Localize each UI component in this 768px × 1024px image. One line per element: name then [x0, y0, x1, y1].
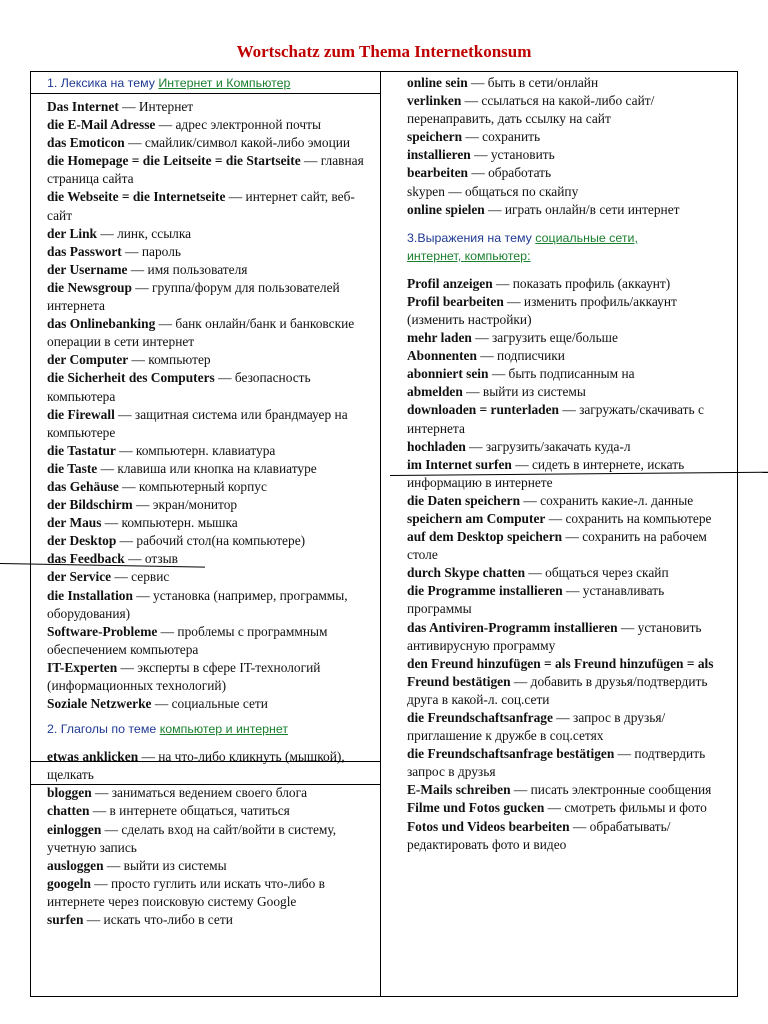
vocab-translation: — сделать вход на сайт/войти в систему, учетную запись: [47, 821, 337, 855]
vocab-term: abmelden: [407, 384, 463, 400]
vocab-term: downloaden = runterladen: [407, 402, 559, 418]
vocab-term: online spielen: [407, 201, 485, 217]
section-1-label: 1. Лексика на тему: [47, 76, 159, 90]
vocab-entry: [47, 116, 377, 134]
vocab-term: die Sicherheit des Computers: [47, 370, 215, 386]
vocab-translation: — линк, ссылка: [97, 225, 192, 241]
vocab-entry: [47, 821, 377, 857]
vocab-entry: [407, 781, 727, 799]
vocab-term: hochladen: [407, 438, 466, 454]
vocab-translation: — рабочий стол(на компьютере): [116, 533, 306, 549]
vocab-term: das Antiviren-Programm installieren: [407, 619, 618, 635]
vocab-translation: — в интернете общаться, чатиться: [89, 803, 290, 819]
vocab-entry: [47, 369, 377, 405]
vocab-term: E-Mails schreiben: [407, 782, 511, 798]
vocab-translation: — смотреть фильмы и фото: [544, 800, 707, 816]
vocab-term: der Computer: [47, 352, 129, 368]
frame-left: [30, 71, 31, 997]
vocab-term: das Feedback: [47, 551, 125, 567]
vocab-term: der Bildschirm: [47, 497, 133, 513]
vocab-translation: — банк онлайн/банк и банковские операции в сети интернет: [47, 316, 355, 350]
vocab-translation: — безопасность компьютера: [47, 370, 311, 404]
vocab-term: durch Skype chatten: [407, 565, 526, 581]
vocab-translation: — проблемы с программным обеспечением компьютера: [47, 623, 328, 657]
section-3-link-line2[interactable]: интернет, компьютер:: [407, 248, 531, 263]
section-2-link[interactable]: компьютер и интернет: [159, 722, 289, 737]
vocab-translation: — просто гуглить или искать что-либо в интернете через поисковую систему Google: [47, 875, 325, 909]
vocab-term: bloggen: [47, 785, 92, 801]
vocab-term: Soziale Netzwerke: [47, 696, 152, 712]
left-column: [47, 74, 377, 929]
vocab-term: der Link: [47, 225, 97, 241]
vocab-term: die Firewall: [47, 406, 115, 422]
vocab-translation: — пароль: [121, 243, 181, 259]
vocab-term: die Taste: [47, 460, 98, 476]
vocab-term: Profil anzeigen: [407, 275, 493, 291]
vocab-term: verlinken: [407, 93, 462, 109]
vocab-term: etwas anklicken: [47, 749, 139, 765]
vocab-translation: — сидеть в интернете, искать информацию в интернете: [407, 456, 685, 490]
vocab-term: Abonnenten: [407, 348, 477, 364]
vocab-translation: — обрабатывать/редактировать фото и видео: [407, 818, 671, 852]
vocab-term: surfen: [47, 912, 84, 928]
vocab-translation: — сохранить на компьютере: [545, 510, 712, 526]
vocab-term: den Freund hinzufügen = als Freund hinzufügen = als Freund bestätigen: [407, 655, 714, 689]
vocab-entry: [407, 164, 727, 182]
vocab-term: der Desktop: [47, 533, 117, 549]
section-3-link[interactable]: социальные сети,: [535, 230, 638, 245]
vocab-term: der Maus: [47, 515, 102, 531]
vocab-translation: — главная страница сайта: [47, 153, 364, 187]
vocab-term: das Onlinebanking: [47, 316, 156, 332]
vocab-term: ausloggen: [47, 857, 104, 873]
vocab-term: im Internet surfen: [407, 456, 512, 472]
vocab-entry: [407, 201, 727, 219]
vocab-translation: — загрузить/закачать куда-л: [465, 438, 631, 454]
vocab-entry: [47, 478, 377, 496]
frame-top-right: [380, 71, 738, 72]
vocab-entry: [47, 857, 377, 875]
vocab-term: der Username: [47, 261, 128, 277]
section-1-list: [47, 98, 377, 713]
vocab-term: chatten: [47, 803, 90, 819]
vocab-entry: [47, 911, 377, 929]
vocab-entry: [407, 383, 727, 401]
vocab-translation: — компьютерный корпус: [118, 478, 267, 494]
vocab-term: Profil bearbeiten: [407, 293, 504, 309]
vocab-entry: [407, 293, 727, 329]
vocab-entry: [407, 709, 727, 745]
vocab-entry: [407, 92, 727, 128]
vocab-entry: [407, 146, 727, 164]
vocab-translation: — писать электронные сообщения: [510, 782, 712, 798]
vocab-translation: — смайлик/символ какой-либо эмоции: [124, 135, 351, 151]
vocab-term: der Service: [47, 569, 112, 585]
vocab-translation: — интернет сайт, веб-сайт: [47, 189, 355, 223]
vocab-translation: — социальные сети: [151, 696, 268, 712]
vocab-translation: — клавиша или кнопка на клавиатуре: [97, 460, 317, 476]
vocab-translation: — быть в сети/онлайн: [467, 75, 599, 90]
vocab-entry: [47, 532, 377, 550]
section-3-list: [407, 275, 727, 854]
vocab-translation: — установить: [470, 147, 555, 163]
vocab-translation: — адрес электронной почты: [155, 117, 321, 133]
vocab-term: einloggen: [47, 821, 102, 837]
vocab-term: das Emoticon: [47, 135, 125, 151]
vocab-term: die Freundschaftsanfrage bestätigen: [407, 746, 615, 762]
vocab-term: Filme und Fotos gucken: [407, 800, 545, 816]
vocab-translation: — выйти из системы: [103, 857, 227, 873]
vocab-translation: — выйти из системы: [462, 384, 586, 400]
vocab-translation: — сохранить какие-л. данные: [520, 492, 694, 508]
section-1-link[interactable]: Интернет и Компьютер: [158, 76, 291, 90]
vocab-translation: — экран/монитор: [132, 497, 238, 513]
vocab-entry: [47, 406, 377, 442]
vocab-translation: — Интернет: [118, 99, 194, 114]
vocab-translation: — заниматься ведением своего блога: [91, 785, 308, 801]
vocab-translation: — играть онлайн/в сети интернет: [484, 201, 680, 217]
vocab-translation: — показать профиль (аккаунт): [492, 275, 671, 291]
vocab-entry: [47, 659, 377, 695]
vocab-entry: [47, 496, 377, 514]
vocab-entry: [407, 329, 727, 347]
vocab-translation: — подписчики: [476, 348, 565, 364]
vocab-entry: [47, 351, 377, 369]
verbs-list-continued: [407, 74, 727, 219]
vocab-term: die Freundschaftsanfrage: [407, 710, 553, 725]
vocab-entry: [47, 550, 377, 568]
vocab-entry: [47, 695, 377, 713]
vocab-entry: [47, 587, 377, 623]
vocab-term: die Daten speichern: [407, 492, 521, 508]
vocab-term: speichern am Computer: [407, 510, 546, 526]
vocab-term: IT-Experten: [47, 659, 118, 675]
vocab-translation: — установить антивирусную программу: [407, 619, 702, 653]
vocab-entry: [407, 275, 727, 293]
vocab-entry: [47, 514, 377, 532]
vocab-entry: [47, 623, 377, 659]
vocab-term: Software-Probleme: [47, 623, 158, 639]
vocab-translation: — защитная система или брандмауер на компьютере: [47, 406, 348, 440]
vocab-entry: [407, 655, 727, 709]
vocab-term: die Programme installieren: [407, 583, 563, 599]
vocab-term: die Installation: [47, 587, 133, 603]
vocab-term: die E-Mail Adresse: [47, 117, 156, 133]
vocab-term: das Passwort: [47, 243, 122, 259]
vocab-translation: — установка (например, программы, оборудования): [47, 587, 348, 621]
vocab-translation: — эксперты в сфере IT-технологий (информационных технологий): [47, 659, 321, 693]
frame-top-left: [30, 71, 380, 72]
frame-bottom: [30, 996, 738, 997]
vocab-translation: — быть подписанным на: [488, 366, 635, 382]
vocab-entry: [407, 582, 727, 618]
section-1-header: [47, 74, 377, 92]
vocab-entry: [407, 745, 727, 781]
vocab-entry: [47, 748, 377, 784]
vocab-entry: [47, 152, 377, 188]
vocab-term: auf dem Desktop speichern: [407, 529, 563, 545]
vocab-entry: [47, 442, 377, 460]
vocab-entry: [407, 564, 727, 582]
vocab-entry: [407, 347, 727, 365]
vocab-term: die Newsgroup: [47, 279, 132, 295]
vocab-translation: — компьютерн. мышка: [101, 515, 238, 531]
vocab-entry: [407, 528, 727, 564]
vocab-entry: [47, 98, 377, 116]
vocab-translation: — запрос в друзья/приглашение к дружбе в соц.сетях: [407, 710, 666, 744]
vocab-translation: — обработать: [468, 165, 552, 181]
vocab-entry: [407, 510, 727, 528]
vocab-entry: [407, 183, 727, 201]
vocab-entry: [407, 438, 727, 456]
vocab-translation: — загружать/скачивать с интернета: [407, 402, 704, 436]
vocab-translation: — добавить в друзья/подтвердить друга в какой-л. соц.сети: [407, 673, 708, 707]
vocab-entry: [407, 401, 727, 437]
vocab-term: speichern: [407, 129, 463, 145]
vocab-entry: [47, 784, 377, 802]
frame-right: [737, 71, 738, 997]
vocab-translation: — искать что-либо в сети: [83, 912, 233, 928]
vocab-term: die Tastatur: [47, 442, 116, 458]
vocab-translation: skypen — общаться по скайпу: [407, 183, 579, 199]
vocab-entry: [407, 365, 727, 383]
vocab-translation: — изменить профиль/аккаунт (изменить настройки): [407, 293, 677, 327]
vocab-term: abonniert sein: [407, 366, 489, 382]
vocab-entry: [407, 74, 727, 92]
vocab-entry: [47, 875, 377, 911]
section-2-list: [47, 748, 377, 929]
vocab-term: Das Internet: [47, 99, 119, 114]
vocab-entry: [407, 128, 727, 146]
vocab-entry: [47, 802, 377, 820]
vocab-term: installieren: [407, 147, 471, 163]
vocab-translation: — на что-либо кликнуть (мышкой), щелкать: [47, 749, 345, 783]
section-2-label: 2. Глаголы по теме: [47, 722, 160, 737]
vocab-term: das Gehäuse: [47, 478, 119, 494]
vocab-term: die Webseite = die Internetseite: [47, 189, 226, 205]
vocab-translation: — группа/форум для пользователей интернета: [47, 279, 340, 314]
vocab-entry: [407, 799, 727, 817]
vocab-translation: — подтвердить запрос в друзья: [407, 746, 706, 780]
section-3-label: 3.Выражения на тему: [407, 230, 536, 245]
vocab-entry: [47, 460, 377, 478]
vocab-term: die Homepage = die Leitseite = die Startseite: [47, 153, 301, 169]
vocab-entry: [47, 261, 377, 279]
frame-center: [380, 71, 381, 997]
vocab-entry: [47, 315, 377, 351]
vocab-translation: — устанавливать программы: [407, 583, 665, 617]
vocab-translation: — компьютерн. клавиатура: [115, 442, 276, 458]
vocab-translation: — ссылаться на какой-либо сайт/перенаправить, дать ссылку на сайт: [407, 93, 655, 127]
section-3-header: [407, 229, 727, 265]
vocab-entry: [47, 279, 377, 315]
vocab-translation: — отзыв: [124, 551, 178, 567]
vocab-translation: — сервис: [111, 569, 170, 585]
vocab-translation: — имя пользователя: [127, 261, 248, 277]
section-2-header: [47, 720, 377, 738]
vocab-entry: [47, 134, 377, 152]
vocab-translation: — компьютер: [128, 352, 211, 368]
vocab-entry: [407, 619, 727, 655]
vocab-term: bearbeiten: [407, 165, 468, 181]
vocab-term: googeln: [47, 875, 91, 891]
right-column: [407, 74, 727, 854]
vocab-translation: — сохранить: [462, 129, 541, 145]
vocab-entry: [47, 243, 377, 261]
vocab-translation: — общаться через скайп: [525, 565, 669, 581]
vocab-term: Fotos und Videos bearbeiten: [407, 818, 570, 834]
vocab-translation: — сохранить на рабочем столе: [407, 529, 707, 563]
vocab-entry: [407, 456, 727, 492]
vocab-entry: [47, 188, 377, 224]
vocab-entry: [47, 225, 377, 243]
vocab-term: online sein: [407, 75, 468, 90]
page-title: Wortschatz zum Thema Internetkonsum: [236, 42, 532, 61]
vocab-entry: [407, 492, 727, 510]
vocab-term: mehr laden: [407, 330, 472, 346]
vocab-entry: [47, 568, 377, 586]
vocab-entry: [407, 818, 727, 854]
vocab-translation: — загрузить еще/больше: [471, 330, 618, 346]
